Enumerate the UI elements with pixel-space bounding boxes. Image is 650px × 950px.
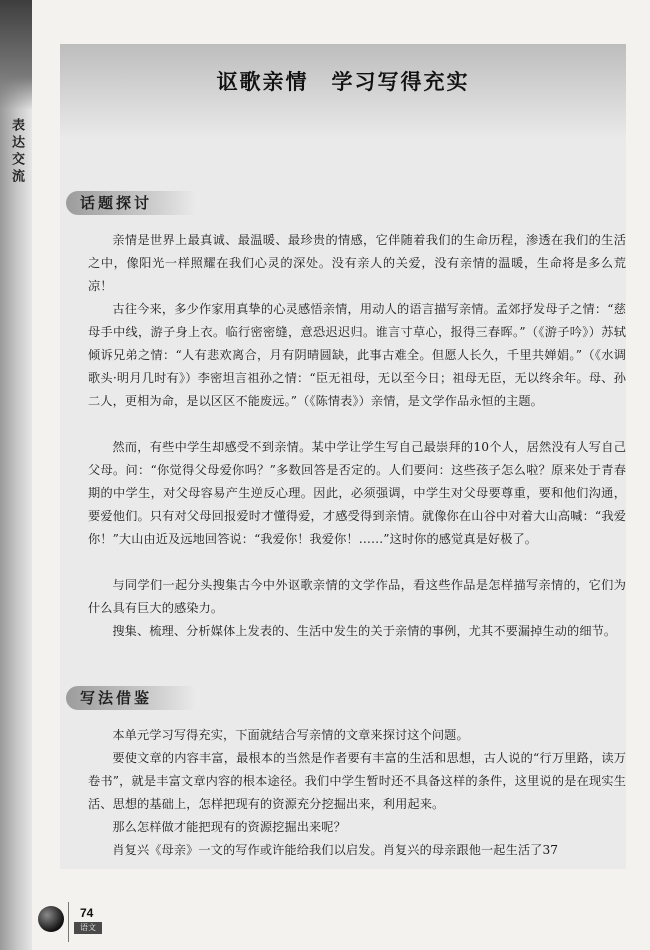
paragraph: 肖复兴《母亲》一文的写作或许能给我们以启发。肖复兴的母亲跟他一起生活了37 <box>112 843 559 857</box>
title-banner <box>60 44 626 139</box>
paragraph: 亲情是世界上最真诚、最温暖、最珍贵的情感，它伴随着我们的生命历程，渗透在我们的生活之中，像阳光一样照耀在我们心灵的深处。没有亲人的关爱，没有亲情的温暖，生命将是多么荒凉！ <box>88 233 626 293</box>
paragraph: 搜集、梳理、分析媒体上发表的、生活中发生的关于亲情的事例，尤其不要漏掉生动的细节。 <box>112 624 617 638</box>
paragraph: 然而，有些中学生却感受不到亲情。某中学让学生写自己最崇拜的10个人，居然没有人写自己父母。问：“你觉得父母爱你吗？”多数回答是否定的。人们要问：这些孩子怎么啦？原来处于青春期的中学生，对父母容易产生逆反心理。因此，必须强调，中学生对父母要尊重，要和他们沟通，要爱他们。只有对父母回报爱时才懂得爱，才感受得到亲情。就像你在山谷中对着大山高喊：“我爱你！”大山由近及远地回答说：“我爱你！我爱你！……”这时你的感觉真是好极了。 <box>88 440 626 546</box>
section-tag-topic-label: 话题探讨 <box>80 194 153 212</box>
paragraph: 本单元学习写得充实，下面就结合写亲情的文章来探讨这个问题。 <box>112 728 469 742</box>
paragraph: 古往今来，多少作家用真挚的心灵感悟亲情，用动人的语言描写亲情。孟郊抒发母子之情：“慈母手中线，游子身上衣。临行密密缝，意恐迟迟归。谁言寸草心，报得三春晖。”（《游子吟》）苏轼倾诉兄弟之情：“人有悲欢离合，月有阴晴圆缺，此事古难全。但愿人长久，千里共婵娟。”（《水调歌头·明月几时有》）李密坦言祖孙之情：“臣无祖母，无以至今日；祖母无臣，无以终余年。母、孙二人，更相为命，是以区区不能废远。”（《陈情表》）亲情，是文学作品永恒的主题。 <box>88 302 626 408</box>
paragraph: 与同学们一起分头搜集古今中外讴歌亲情的文学作品，看这些作品是怎样描写亲情的，它们为什么具有巨大的感染力。 <box>88 578 626 615</box>
subject-label: 语文 <box>74 922 102 934</box>
side-strip-shade <box>0 0 32 110</box>
footer-ornament-icon <box>38 906 64 932</box>
side-label: 表达交流 <box>9 118 24 186</box>
paragraph: 那么怎样做才能把现有的资源挖掘出来呢？ <box>112 820 346 834</box>
section-tag-writing <box>66 686 196 710</box>
side-strip <box>0 0 32 950</box>
section-tag-writing-label: 写法借鉴 <box>80 689 153 707</box>
content-panel <box>60 44 626 869</box>
footer-divider <box>68 902 69 942</box>
paragraph: 要使文章的内容丰富，最根本的当然是作者要有丰富的生活和思想，古人说的“行万里路，读万卷书”，就是丰富文章内容的根本途径。我们中学生暂时还不具备这样的条件，这里说的是在现实生活、思想的基础上，怎样把现有的资源充分挖掘出来，利用起来。 <box>88 751 626 811</box>
page-title: 讴歌亲情 学习写得充实 <box>216 69 470 94</box>
page-number: 74 <box>80 906 94 920</box>
section-tag-topic <box>66 191 196 215</box>
